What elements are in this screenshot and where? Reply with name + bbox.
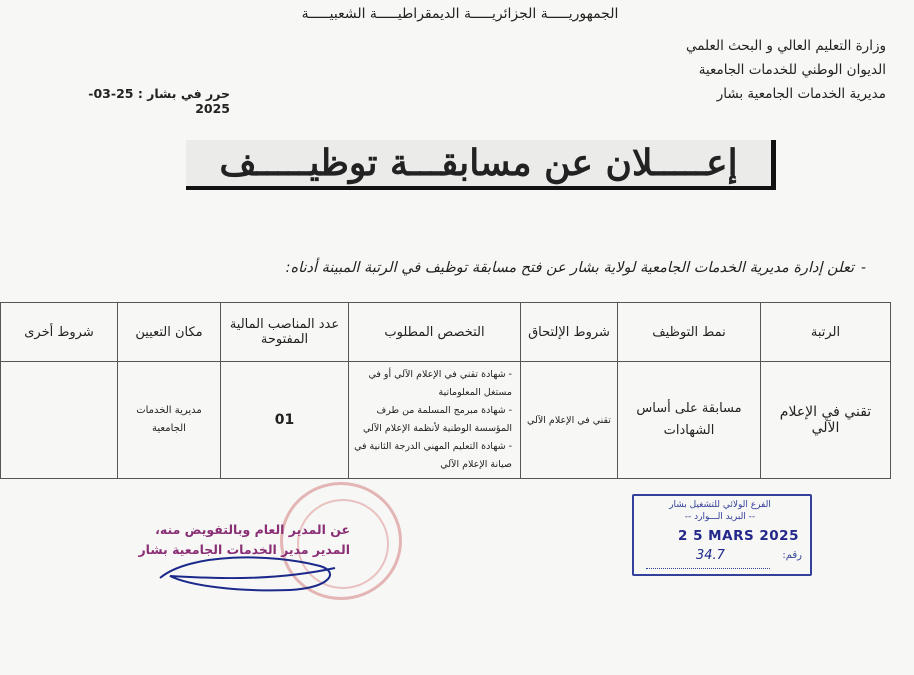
col-header-specialty: التخصص المطلوب <box>349 303 521 362</box>
office-line: الديوان الوطني للخدمات الجامعية <box>698 62 886 78</box>
specialty-item: - شهادة التعليم المهني الدرجة الثانية في صيانة الإعلام الآلي <box>354 441 512 470</box>
signature-line: المدير مدير الخدمات الجامعية بشار <box>138 542 350 557</box>
dateline: حرر في بشار : 25-03-2025 <box>88 86 230 116</box>
col-header-other: شروط أخرى <box>1 303 118 362</box>
stamp-office: الفرع الولائي للتشغيل بشار <box>669 500 771 510</box>
registration-stamp <box>632 494 812 576</box>
stamp-incoming: -- البريد الـــوارد -- <box>684 512 756 522</box>
intro-bullet: - <box>860 260 866 276</box>
intro-text: تعلن إدارة مديرية الخدمات الجامعية لولاية بشار عن فتح مسابقة توظيف في الرتبة المبينة أدناه: <box>285 260 854 276</box>
stamp-number: 34.7 <box>696 548 725 563</box>
cell-mode: مسابقة على أساس الشهادات <box>618 362 761 479</box>
republic-header: الجمهوريـــــة الجزائريـــــة الديمقراطيـــــة الشعبيـــــة <box>301 6 619 22</box>
col-header-condition: شروط الإلتحاق <box>521 303 618 362</box>
stamp-number-label: رقم: <box>782 550 802 561</box>
col-header-mode: نمط التوظيف <box>618 303 761 362</box>
directorate-line: مديرية الخدمات الجامعية بشار <box>716 86 886 102</box>
cell-rank: تقني في الإعلام الآلي <box>761 362 891 479</box>
announcement-title: إعـــــلان عن مسابقـــة توظيـــــف <box>186 140 776 190</box>
ministry-line: وزارة التعليم العالي و البحث العلمي <box>685 38 886 54</box>
col-header-place: مكان التعيين <box>118 303 221 362</box>
institution-block <box>626 34 886 106</box>
cell-specialty <box>349 362 521 479</box>
signature-line: عن المدير العام وبالتفويض منه، <box>155 522 350 537</box>
specialty-item: - شهادة تقني في الإعلام الآلي أو في مستغل المعلوماتية <box>368 369 512 398</box>
table-header-row <box>1 303 891 362</box>
col-header-rank: الرتبة <box>761 303 891 362</box>
cell-posts: 01 <box>221 362 349 479</box>
recruitment-table <box>0 302 891 479</box>
cell-place: مديرية الخدمات الجامعية <box>118 362 221 479</box>
stamp-number-line <box>646 568 770 569</box>
table-row <box>1 362 891 479</box>
stamp-date: 2 5 MARS 2025 <box>678 528 799 544</box>
specialty-item: - شهادة مبرمج المسلمة من طرف المؤسسة الوطنية لأنظمة الإعلام الآلي <box>363 405 512 434</box>
handwritten-signature <box>150 548 350 598</box>
cell-other <box>1 362 118 479</box>
cell-condition: تقني في الإعلام الآلي <box>521 362 618 479</box>
col-header-posts: عدد المناصب المالية المفتوحة <box>221 303 349 362</box>
